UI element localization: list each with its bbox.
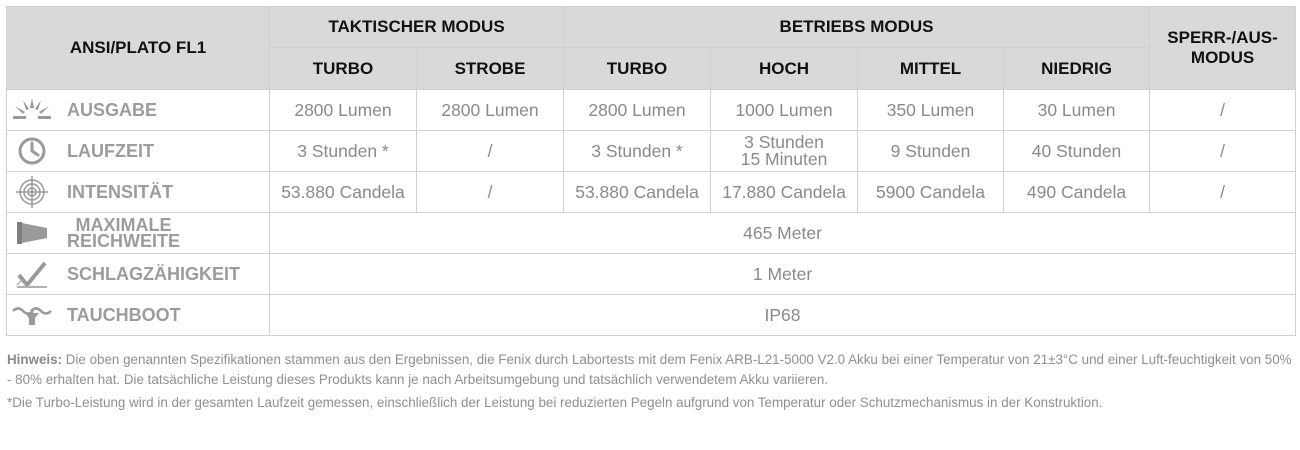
runtime-high-line1: 3 Stunden (744, 132, 824, 152)
runtime-high-line2: 15 Minuten (740, 149, 828, 169)
row-range-label-line2: REICHWEITE (67, 231, 181, 251)
row-range-label-cell (7, 213, 270, 254)
runtime-high (711, 131, 858, 172)
hint-paragraph (7, 350, 1297, 390)
row-output-label-cell (7, 90, 270, 131)
row-intensity-label-cell (7, 172, 270, 213)
row-runtime-label: LAUFZEIT (67, 141, 154, 161)
header-mode-strobe: STROBE (417, 48, 564, 90)
header-mode-turbo-tactical: TURBO (270, 48, 417, 90)
row-intensity-label: INTENSITÄT (67, 182, 173, 202)
row-impact-label-cell (7, 254, 270, 295)
submersible-value: IP68 (270, 295, 1296, 336)
turbo-footnote: *Die Turbo-Leistung wird in der gesamten Laufzeit gemessen, einschließlich der Leistung bei reduzierten Pegeln aufgrund von Temperatur oder Schutzmechanismus in der Konstruktion. (7, 395, 1103, 410)
runtime-medium: 9 Stunden (858, 131, 1004, 172)
intensity-turbo-tactical: 53.880 Candela (270, 172, 417, 213)
row-range-label-line1: MAXIMALE (75, 215, 172, 235)
beam-distance-icon (11, 218, 53, 248)
clock-icon (11, 136, 53, 166)
row-runtime (7, 131, 1296, 172)
notes (7, 350, 1297, 413)
intensity-lockout: / (1150, 172, 1296, 213)
output-high: 1000 Lumen (711, 90, 858, 131)
header-operating-mode: BETRIEBS MODUS (564, 7, 1150, 48)
row-runtime-label-cell (7, 131, 270, 172)
header-tactical-mode: TAKTISCHER MODUS (270, 7, 564, 48)
intensity-strobe: / (417, 172, 564, 213)
row-impact-label: SCHLAGZÄHIGKEIT (67, 264, 240, 284)
row-output-label: AUSGABE (67, 100, 158, 120)
header-lockout-line1: SPERR-/AUS- (1167, 28, 1278, 47)
output-lockout: / (1150, 90, 1296, 131)
intensity-medium: 5900 Candela (858, 172, 1004, 213)
runtime-strobe: / (417, 131, 564, 172)
waterproof-icon (11, 300, 53, 330)
header-mode-medium: MITTEL (858, 48, 1004, 90)
target-icon (11, 177, 53, 207)
row-output (7, 90, 1296, 131)
hint-label: Hinweis: (7, 352, 63, 367)
output-strobe: 2800 Lumen (417, 90, 564, 131)
row-impact (7, 254, 1296, 295)
header-mode-turbo: TURBO (564, 48, 711, 90)
row-submersible-label: TAUCHBOOT (67, 305, 181, 325)
header-model: ANSI/PLATO FL1 (7, 7, 270, 90)
row-submersible (7, 295, 1296, 336)
light-burst-icon (11, 95, 53, 125)
runtime-low: 40 Stunden (1004, 131, 1150, 172)
row-range-label (67, 217, 180, 249)
header-lockout-line2: MODUS (1190, 48, 1255, 67)
spec-table (6, 6, 1296, 336)
runtime-turbo: 3 Stunden * (564, 131, 711, 172)
output-medium: 350 Lumen (858, 90, 1004, 131)
output-turbo-tactical: 2800 Lumen (270, 90, 417, 131)
output-low: 30 Lumen (1004, 90, 1150, 131)
header-mode-high: HOCH (711, 48, 858, 90)
row-intensity (7, 172, 1296, 213)
intensity-low: 490 Candela (1004, 172, 1150, 213)
intensity-high: 17.880 Candela (711, 172, 858, 213)
impact-resistance-icon (11, 259, 53, 289)
row-range (7, 213, 1296, 254)
header-mode-low: NIEDRIG (1004, 48, 1150, 90)
impact-value: 1 Meter (270, 254, 1296, 295)
output-turbo: 2800 Lumen (564, 90, 711, 131)
runtime-turbo-tactical: 3 Stunden * (270, 131, 417, 172)
intensity-turbo: 53.880 Candela (564, 172, 711, 213)
header-lockout-mode (1150, 7, 1296, 90)
range-value: 465 Meter (270, 213, 1296, 254)
runtime-lockout: / (1150, 131, 1296, 172)
row-submersible-label-cell (7, 295, 270, 336)
hint-text: Die oben genannten Spezifikationen stammen aus den Ergebnissen, die Fenix durch Labortests mit dem Fenix ARB-L21-5000 V2.0 Akku bei einer Temperatur von 21±3°C und einer Luft-feuchtigkeit von 50% - 80% erhalten hat. Die tatsächliche Leistung dieses Produkts kann je nach Arbeitsumgebung und tatsächlich verwendetem Akku variieren. (7, 352, 1292, 387)
